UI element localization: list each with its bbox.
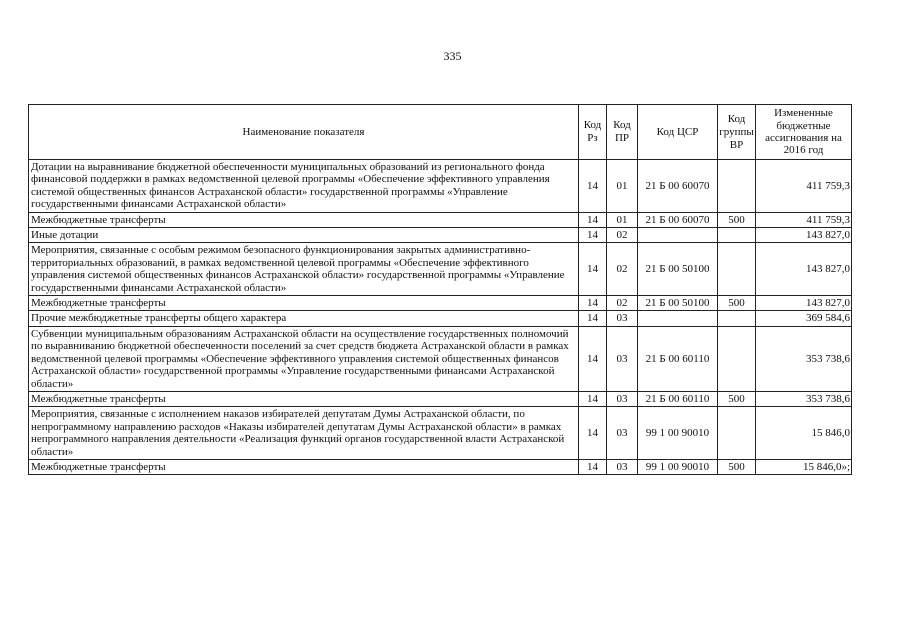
row-vr: 500 (718, 459, 756, 474)
row-name: Дотации на выравнивание бюджетной обеспеченности муниципальных образований из регионального фонда финансовой поддержки в рамках ведомственной целевой программы «Обеспечение эффективного управления системой общественных финансов Астраханской области» государственной программы «Управление государственными финансами Астраханской области» (29, 160, 579, 213)
row-csr: 21 Б 00 60110 (638, 391, 718, 406)
header-rz: Код Рз (579, 105, 607, 160)
row-amount: 411 759,3 (756, 160, 852, 213)
budget-table (28, 104, 852, 475)
row-pr: 03 (607, 326, 638, 391)
table-row (29, 296, 852, 311)
row-csr: 21 Б 00 50100 (638, 296, 718, 311)
table-row (29, 311, 852, 326)
row-rz: 14 (579, 311, 607, 326)
row-name: Межбюджетные трансферты (29, 296, 579, 311)
row-pr: 03 (607, 311, 638, 326)
header-name: Наименование показателя (29, 105, 579, 160)
row-name: Мероприятия, связанные с исполнением наказов избирателей депутатам Думы Астраханской области, по непрограммному направлению расходов «Наказы избирателей депутатам Думы Астраханской области» в рамках непрограммного направления деятельности «Реализация функций органов государственной власти Астраханской области» (29, 407, 579, 460)
row-csr: 21 Б 00 60070 (638, 160, 718, 213)
row-pr: 03 (607, 407, 638, 460)
row-amount: 143 827,0 (756, 228, 852, 243)
row-vr (718, 407, 756, 460)
row-name: Межбюджетные трансферты (29, 459, 579, 474)
row-rz: 14 (579, 243, 607, 296)
row-csr (638, 311, 718, 326)
row-vr (718, 160, 756, 213)
row-pr: 02 (607, 228, 638, 243)
row-rz: 14 (579, 228, 607, 243)
row-amount: 143 827,0 (756, 296, 852, 311)
page-number: 335 (443, 49, 462, 63)
header-amount: Измененные бюджетные ассигнования на 2016 год (756, 105, 852, 160)
row-amount: 353 738,6 (756, 326, 852, 391)
row-name: Прочие межбюджетные трансферты общего характера (29, 311, 579, 326)
row-amount: 143 827,0 (756, 243, 852, 296)
header-vr: Код группы ВР (718, 105, 756, 160)
table-row (29, 243, 852, 296)
row-pr: 03 (607, 391, 638, 406)
row-csr (638, 228, 718, 243)
table-row (29, 391, 852, 406)
row-name: Межбюджетные трансферты (29, 212, 579, 227)
row-name: Межбюджетные трансферты (29, 391, 579, 406)
row-amount: 15 846,0»; (756, 459, 852, 474)
row-csr: 99 1 00 90010 (638, 407, 718, 460)
table-row (29, 228, 852, 243)
row-vr (718, 243, 756, 296)
row-pr: 02 (607, 243, 638, 296)
row-csr: 21 Б 00 50100 (638, 243, 718, 296)
row-pr: 01 (607, 212, 638, 227)
row-name: Мероприятия, связанные с особым режимом безопасного функционирования закрытых административно-территориальных образований, в рамках ведомственной целевой программы «Обеспечение эффективного управления системой общественных финансов Астраханской области» государственной программы «Управление государственными финансами Астраханской области» (29, 243, 579, 296)
row-rz: 14 (579, 160, 607, 213)
row-pr: 03 (607, 459, 638, 474)
row-csr: 21 Б 00 60070 (638, 212, 718, 227)
table-header-row (29, 105, 852, 160)
row-vr (718, 326, 756, 391)
row-vr: 500 (718, 391, 756, 406)
row-rz: 14 (579, 391, 607, 406)
row-csr: 99 1 00 90010 (638, 459, 718, 474)
header-pr: Код ПР (607, 105, 638, 160)
row-vr (718, 311, 756, 326)
table-row (29, 459, 852, 474)
row-amount: 353 738,6 (756, 391, 852, 406)
row-amount: 15 846,0 (756, 407, 852, 460)
table-row (29, 407, 852, 460)
table-row (29, 326, 852, 391)
row-name: Иные дотации (29, 228, 579, 243)
row-vr (718, 228, 756, 243)
table-row (29, 160, 852, 213)
row-pr: 02 (607, 296, 638, 311)
row-rz: 14 (579, 296, 607, 311)
row-amount: 411 759,3 (756, 212, 852, 227)
row-rz: 14 (579, 212, 607, 227)
header-csr: Код ЦСР (638, 105, 718, 160)
table-row (29, 212, 852, 227)
row-rz: 14 (579, 407, 607, 460)
row-rz: 14 (579, 326, 607, 391)
row-vr: 500 (718, 296, 756, 311)
row-vr: 500 (718, 212, 756, 227)
row-csr: 21 Б 00 60110 (638, 326, 718, 391)
row-amount: 369 584,6 (756, 311, 852, 326)
row-pr: 01 (607, 160, 638, 213)
row-name: Субвенции муниципальным образованиям Астраханской области на осуществление государственных полномочий по выравниванию бюджетной обеспеченности поселений за счет средств бюджета Астраханской области в рамках ведомственной целевой программы «Обеспечение эффективного управления системой общественных финансов Астраханской области» государственной программы «Управление государственными финансами Астраханской области» (29, 326, 579, 391)
row-rz: 14 (579, 459, 607, 474)
